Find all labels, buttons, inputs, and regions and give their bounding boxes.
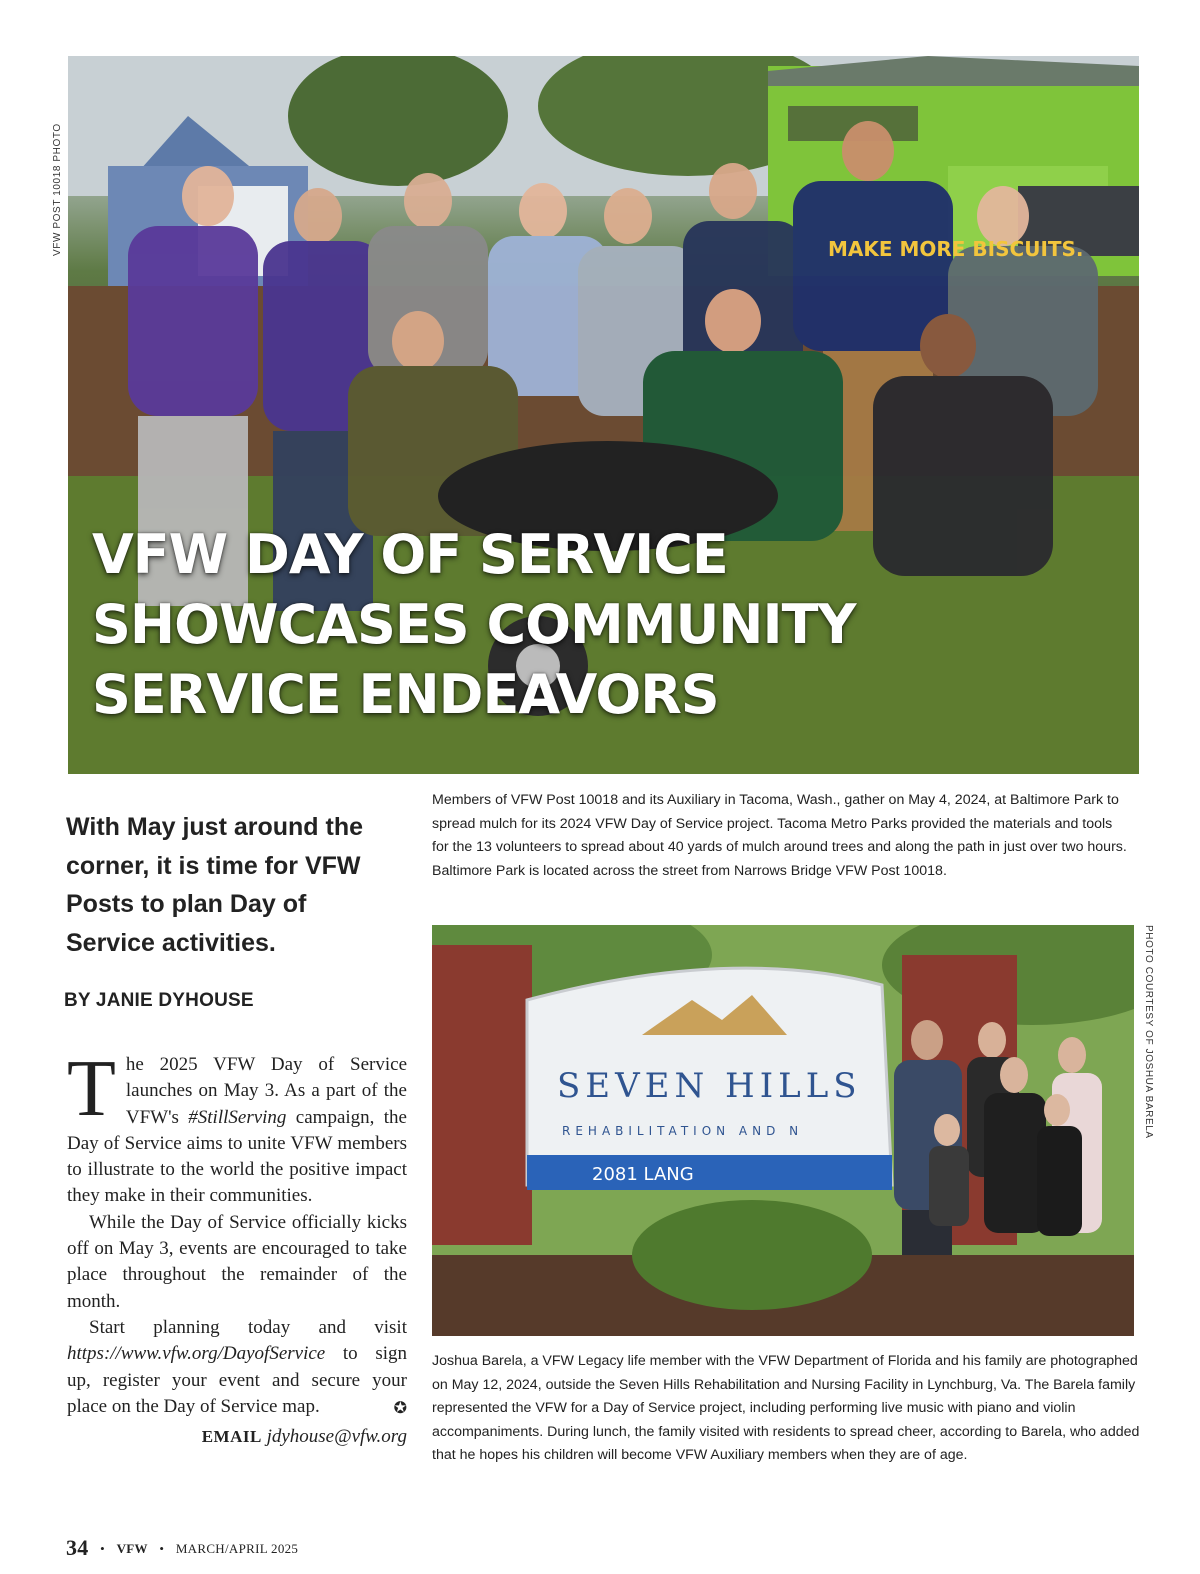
headline-line-2: SHOWCASES COMMUNITY <box>92 593 856 656</box>
article-headline <box>92 520 1092 730</box>
paragraph-3: Start planning today and visit https://www.vfw.org/DayofService to sign up, register your event and secure your place on the Day of Service map. ✪ <box>67 1315 407 1420</box>
day-of-service-link[interactable]: https://www.vfw.org/DayofService <box>67 1343 326 1365</box>
headline-line-3: SERVICE ENDEAVORS <box>92 663 719 726</box>
family-photo-illustration <box>432 925 1134 1336</box>
page-number: 34 <box>66 1535 89 1560</box>
photo-credit-bottom: PHOTO COURTESY OF JOSHUA BARELA <box>1143 925 1154 1139</box>
sign-name-text: SEVEN HILLS <box>557 1066 862 1106</box>
hashtag-still-serving: #StillServing <box>188 1106 287 1128</box>
footer-separator: • <box>100 1541 106 1556</box>
magazine-name: VFW <box>116 1541 148 1556</box>
shirt-print-text: MAKE MORE BISCUITS. <box>828 237 1084 261</box>
paragraph-2: While the Day of Service officially kicks off on May 3, events are encouraged to take place throughout the remainder of the month. <box>67 1211 407 1312</box>
article-intro: With May just around the corner, it is time for VFW Posts to plan Day of Service activities. <box>66 813 363 957</box>
drop-cap: T <box>67 1045 116 1133</box>
photo-caption-top: Members of VFW Post 10018 and its Auxiliary in Tacoma, Wash., gather on May 4, 2024, at Baltimore Park to spread mulch for its 2024 VFW Day of Service project. Tacoma Metro Parks provided the materials and tools for the 13 volunteers to spread about 40 yards of mulch around trees and along the path in just over two hours. Baltimore Park is located across the street from Narrows Bridge VFW Post 10018. <box>432 792 1127 879</box>
sign-subtitle-text: REHABILITATION AND N <box>562 1124 804 1138</box>
headline-line-1: VFW DAY OF SERVICE <box>92 523 728 586</box>
email-label: EMAIL <box>201 1427 262 1447</box>
photo-caption-bottom: Joshua Barela, a VFW Legacy life member with the VFW Department of Florida and his family are photographed on May 12, 2024, outside the Seven Hills Rehabilitation and Nursing Facility in Lynchburg, Va. The Barela family represented the VFW for a Day of Service project, including performing live music with piano and violin accompaniments. During lunch, the family visited with residents to spread cheer, according to Barela, who added that he hopes his children will become VFW Auxiliary members when they are of age. <box>432 1353 1140 1463</box>
byline: BY JANIE DYHOUSE <box>64 990 254 1011</box>
author-email-line <box>67 1424 407 1450</box>
paragraph-1: The 2025 VFW Day of Service launches on May 3. As a part of the VFW's #StillServing campaign, the Day of Service aims to unite VFW members to illustrate to the world the positive impact they make in their communities. <box>67 1045 407 1207</box>
seven-hills-family-photo <box>432 925 1134 1336</box>
issue-date: MARCH/APRIL 2025 <box>175 1541 299 1556</box>
sign-address-text: 2081 LANG <box>592 1164 694 1185</box>
article-body <box>67 1045 407 1450</box>
author-email-link[interactable]: jdyhouse@vfw.org <box>266 1426 407 1448</box>
photo-credit-top: VFW POST 10018 PHOTO <box>52 123 63 256</box>
page-footer <box>66 1535 298 1561</box>
end-mark-icon: ✪ <box>393 1399 407 1417</box>
footer-separator: • <box>159 1541 165 1556</box>
